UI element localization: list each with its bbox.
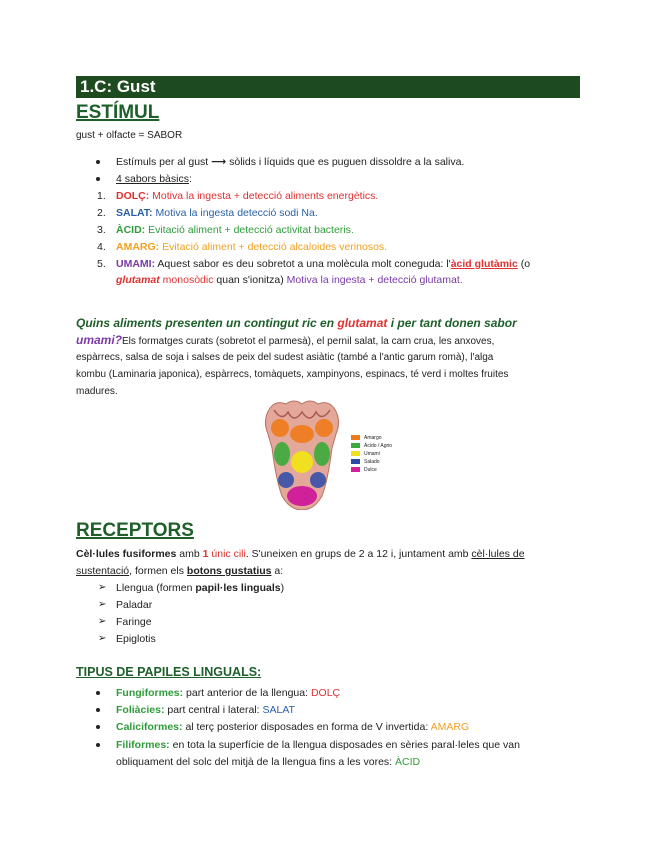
formula-text: gust + olfacte = SABOR: [76, 130, 183, 141]
bullet-sabors: 4 sabors bàsics:: [116, 173, 192, 185]
legend-item: Umami: [351, 450, 380, 458]
papila-filiformes: Filiformes: en tota la superfície de la llengua disposades en sèries paral·leles que van: [116, 739, 520, 751]
arrow-icon: ⟶: [211, 156, 227, 168]
section-banner: 1.C: Gust: [76, 76, 580, 98]
papila-foliacies: Foliàcies: part central i lateral: SALAT: [116, 704, 295, 716]
heading-estimul: ESTÍMUL: [76, 102, 160, 123]
answer-line-1: umami?Els formatges curats (sobretot el parmesà), el pernil salat, la carn crua, les anxoves,: [76, 333, 495, 347]
tongue-illustration: [262, 400, 342, 510]
bullet-dot: [96, 155, 100, 169]
answer-line-2: espàrrecs, salsa de soja i salses de peix del sudest asiàtic (també a l'antic garum romà), l'alga: [76, 352, 494, 363]
answer-line-3: kombu (Laminaria japonica), espàrrecs, tomàquets, xampinyons, espinacs, té verd i moltes fruites: [76, 369, 509, 380]
list-item-umami-cont: glutamat monosòdic quan s'ionitza) Motiva la ingesta + detecció glutamat.: [116, 274, 463, 286]
papila-filiformes-cont: obliquament del solc del mitjà de la llengua fins a les vores: ÀCID: [116, 756, 421, 768]
bullet-dot: [96, 686, 100, 700]
arrow-bullet-icon: ➢: [98, 616, 107, 627]
heading-papiles: TIPUS DE PAPILES LINGUALS:: [76, 665, 262, 679]
heading-receptors: RECEPTORS: [76, 520, 194, 541]
bullet-dot: [96, 720, 100, 734]
legend-item: Salado: [351, 458, 380, 466]
arrow-bullet-icon: ➢: [98, 582, 107, 593]
answer-line-4: madures.: [76, 386, 118, 397]
legend-item: Amargo: [351, 434, 382, 442]
arrow-bullet-icon: ➢: [98, 633, 107, 644]
papila-caliciformes: Caliciformes: al terç posterior disposades en forma de V invertida: AMARG: [116, 721, 470, 733]
figure-legend: [351, 434, 411, 474]
receptors-line-1: Cèl·lules fusiformes amb 1 únic cili. S'uneixen en grups de 2 a 12 i, juntament amb cèl·lules de: [76, 548, 525, 560]
receptors-line-2: sustentació, formen els botons gustatius a:: [76, 565, 284, 577]
papila-fungiformes: Fungiformes: part anterior de la llengua: DOLÇ: [116, 687, 341, 699]
bullet-dot: [96, 703, 100, 717]
legend-item: Ácido / Agrio: [351, 442, 392, 450]
question-heading: Quins aliments presenten un contingut ric en glutamat i per tant donen sabor: [76, 316, 517, 330]
bullet-estimuls: Estímuls per al gust ⟶ sòlids i líquids que es puguen dissoldre a la saliva.: [116, 156, 465, 168]
bullet-dot: [96, 738, 100, 752]
legend-item: Dulce: [351, 466, 377, 474]
arrow-bullet-icon: ➢: [98, 599, 107, 610]
bullet-dot: [96, 172, 100, 186]
